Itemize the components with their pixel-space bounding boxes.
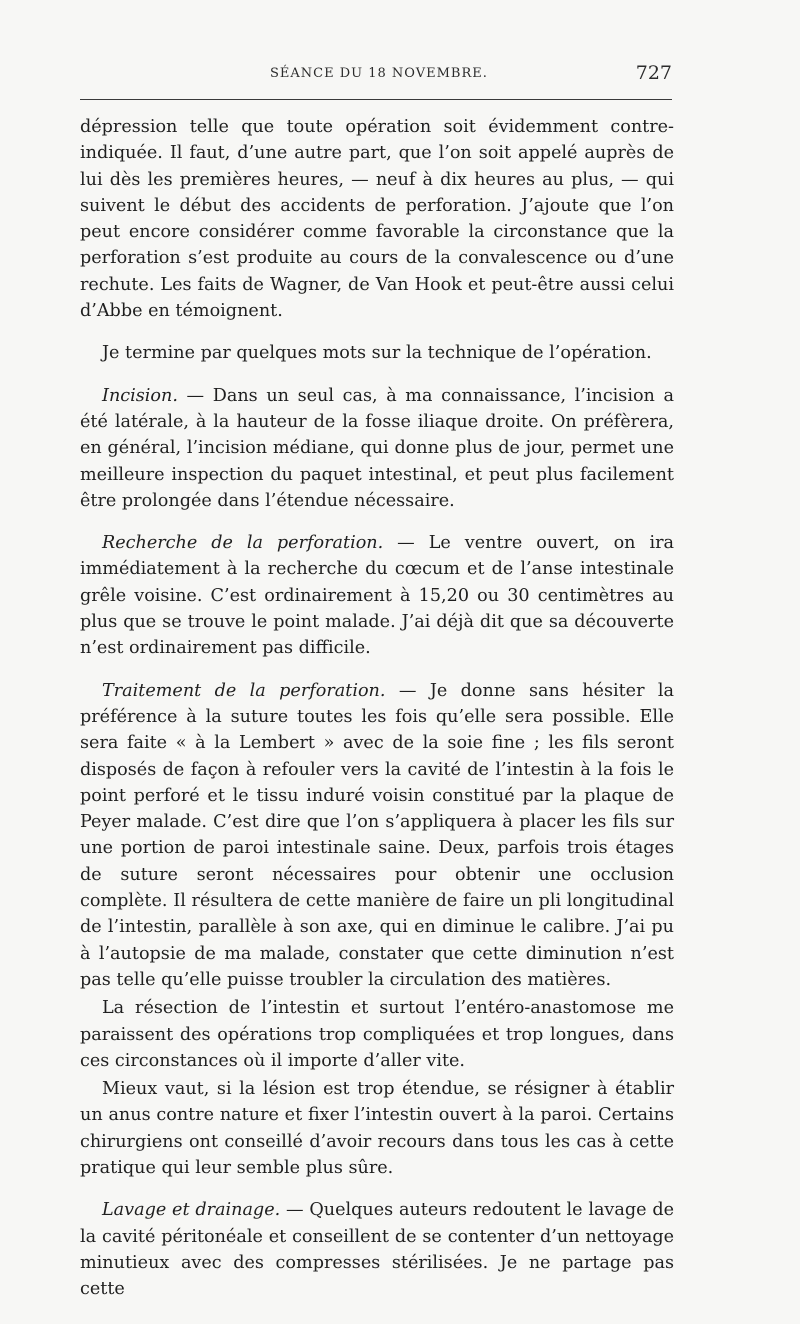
section-heading-lavage: Lavage et drainage.	[102, 1200, 281, 1221]
paragraph-traitement	[80, 678, 674, 994]
running-title: SÉANCE DU 18 NOVEMBRE.	[270, 66, 488, 81]
paragraph-text: La résection de l’intestin et surtout l’entéro-anastomose me paraissent des opérations trop compliquées et trop longues, dans ces circonstances où il importe d’aller vite.	[80, 998, 674, 1071]
paragraph-continuation	[80, 114, 674, 324]
header-rule	[80, 99, 672, 100]
page-header	[80, 62, 676, 90]
paragraph-lavage	[80, 1197, 674, 1302]
section-heading-incision: Incision.	[102, 385, 178, 406]
paragraph-anus-contre-nature	[80, 1076, 674, 1181]
body-text	[80, 114, 674, 1318]
paragraph-text: — Le ventre ouvert, on ira immédiatement à la recherche du cœcum et de l’anse intestinale grêle voisine. C’est ordinairement à 15,20 ou 30 centimètres au plus que se trouve le point malade. J’ai déjà dit que sa découverte n’est ordinairement pas difficile.	[80, 533, 674, 659]
paragraph-text: Mieux vaut, si la lésion est trop étendue, se résigner à établir un anus contre nature et fixer l’intestin ouvert à la paroi. Certains chirurgiens ont conseillé d’avoir recours dans tous les cas à cette pratique qui leur semble plus sûre.	[80, 1079, 674, 1178]
page-number: 727	[635, 62, 672, 84]
paragraph-text: — Quelques auteurs redoutent le lavage de la cavité péritonéale et conseillent de se contenter d’un nettoyage minutieux avec des compresses stérilisées. Je ne partage pas cette	[80, 1200, 674, 1300]
paragraph-resection	[80, 995, 674, 1074]
paragraph-recherche	[80, 530, 674, 661]
paragraph-text: — Dans un seul cas, à ma connaissance, l’incision a été latérale, à la hauteur de la fosse iliaque droite. On préfèrera, en général, l’incision médiane, qui donne plus de jour, permet une meilleure inspection du paquet intestinal, et peut plus facilement être prolongée dans l’étendue nécessaire.	[80, 385, 674, 511]
paragraph-text: Je termine par quelques mots sur la technique de l’opération.	[102, 343, 652, 364]
paragraph-text: dépression telle que toute opération soit évidemment contre-indiquée. Il faut, d’une autre part, que l’on soit appelé auprès de lui dès les premières heures, — neuf à dix heures au plus, — qui suivent le début des accidents de perforation. J’ajoute que l’on peut encore considérer comme favorable la circonstance que la perforation s’est produite au cours de la convalescence ou d’une rechute. Les faits de Wagner, de Van Hook et peut-être aussi celui d’Abbe en témoignent.	[80, 117, 674, 322]
section-heading-recherche: Recherche de la perforation.	[102, 533, 384, 554]
paragraph-incision	[80, 383, 674, 514]
paragraph-intro-technique	[80, 340, 674, 366]
section-heading-traitement: Traitement de la perforation.	[102, 680, 386, 701]
paragraph-text: — Je donne sans hésiter la préférence à la suture toutes les fois qu’elle sera possible. Elle sera faite « à la Lembert » avec de la soie fine ; les fils seront disposés de façon à refouler vers la cavité de l’intestin à la fois le point perforé et le tissu induré voisin constitué par la plaque de Peyer malade. C’est dire que l’on s’appliquera à placer les fils sur une portion de paroi intestinale saine. Deux, parfois trois étages de suture seront nécessaires pour obtenir une occlusion complète. Il résultera de cette manière de faire un pli longitudinal de l’intestin, parallèle à son axe, qui en diminue le calibre. J’ai pu à l’autopsie de ma malade, constater que cette diminution n’est pas telle qu’elle puisse troubler la circulation des matières.	[80, 680, 674, 990]
